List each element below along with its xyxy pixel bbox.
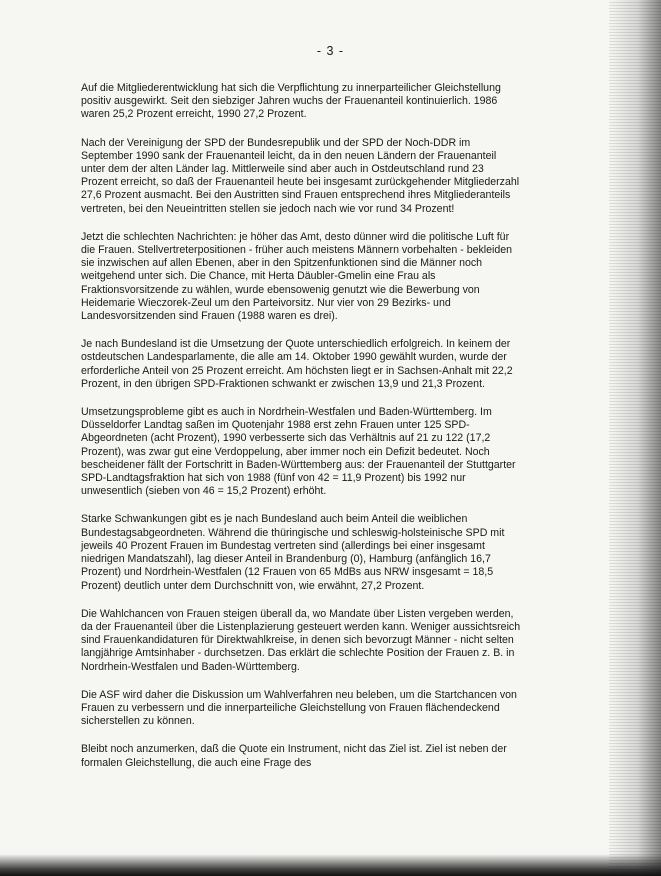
scan-shadow-right	[609, 0, 661, 876]
paragraph-membership: Auf die Mitgliederentwicklung hat sich die Verpflichtung zu innerparteilicher Gleichstellung positiv ausgewirkt. Seit den siebziger Jahren wuchs der Frauenanteil kontinuierlich. 1986 waren 25,2 Prozent erreicht, 1990 27,2 Prozent.	[81, 82, 501, 121]
paragraph-bundestag: Starke Schwankungen gibt es je nach Bundesland auch beim Anteil die weiblichen Bundestagsabgeordneten. Während die thüringische und schleswig-holsteinische SPD mit jeweils 40 Prozent Frauen im Bundestag vertreten sind (allerdings bei einer insgesamt niedrigen Mandatszahl), lag dieser Anteil in Brandenburg (0), Hamburg (anfänglich 16,7 Prozent) und Nordrhein-Westfalen (12 Frauen von 65 MdBs aus NRW insgesamt = 18,5 Prozent) deutlich unter dem Durchschnitt von, wie erwähnt, 27,2 Prozent.	[81, 513, 505, 592]
page-number: - 3 -	[316, 44, 345, 58]
paragraph-electoral-chances: Die Wahlchancen von Frauen steigen überall da, wo Mandate über Listen vergeben werden, da der Frauenanteil über die Listenplazierung gesteuert werden kann. Weniger aussichtsreich sind Frauenkandidaturen für Direktwahlkreise, in denen sich bevorzugt Männer - nicht selten langjährige Amtsinhaber - durchsetzen. Das erklärt die schlechte Position der Frauen z. B. in Nordrhein-Westfalen und Baden-Württemberg.	[81, 607, 521, 673]
paragraph-reunification: Nach der Vereinigung der SPD der Bundesrepublik und der SPD der Noch-DDR im September 1990 sank der Frauenanteil leicht, da in den neuen Ländern der Frauenanteil unter dem der alten Länder lag. Mittlerweile sind aber auch in Ostdeutschland rund 23 Prozent erreicht, so daß der Frauenanteil heute bei insgesamt zurückgehender Mitgliederzahl 27,6 Prozent ausmacht. Bei den Austritten sind Frauen entsprechend ihres Mitgliederanteils vertreten, bei den Neueintritten stellen sie jedoch nach wie vor rund 34 Prozent!	[81, 136, 520, 215]
paragraph-implementation-problems: Umsetzungsprobleme gibt es auch in Nordrhein-Westfalen und Baden-Württemberg. Im Düsseldorfer Landtag saßen im Quotenjahr 1988 erst zehn Frauen unter 125 SPD-Abgeordneten (acht Prozent), 1990 verbesserte sich das Verhältnis auf 21 zu 122 (17,2 Prozent), was zwar gut eine Verdoppelung, aber immer noch ein Defizit bedeutet. Noch bescheidener fällt der Fortschritt in Baden-Württemberg aus: der Frauenanteil der Stuttgarter SPD-Landtagsfraktion hat sich von 1988 (fünf von 42 = 11,9 Prozent) bis 1992 nur unwesentlich (sieben von 46 = 15,2 Prozent) erhöht.	[81, 406, 516, 498]
body-text	[81, 82, 521, 785]
paragraph-asf: Die ASF wird daher die Diskussion um Wahlverfahren neu beleben, um die Startchancen von Frauen zu verbessern und die innerparteiliche Gleichstellung von Frauen flächendeckend sicherstellen zu können.	[81, 688, 517, 728]
scan-shadow-bottom	[0, 854, 661, 876]
paragraph-bad-news: Jetzt die schlechten Nachrichten: je höher das Amt, desto dünner wird die politische Luft für die Frauen. Stellvertreterpositionen - früher auch meistens Männern vorbehalten - bekleiden sie inzwischen auf allen Ebenen, aber in den Spitzenfunktionen sind die Männer noch weitgehend unter sich. Die Chance, mit Herta Däubler-Gmelin eine Frau als Fraktionsvorsitzende zu wählen, wurde ebensowenig genutzt wie die Bewerbung von Heidemarie Wieczorek-Zeul um den Parteivorsitz. Nur vier von 29 Bezirks- und Landesvorsitzenden sind Frauen (1988 waren es drei).	[81, 230, 513, 323]
paragraph-east-parliaments: Je nach Bundesland ist die Umsetzung der Quote unterschiedlich erfolgreich. In keinem der ostdeutschen Landesparlamente, die alle am 14. Oktober 1990 gewählt wurden, wurde der erforderliche Anteil von 25 Prozent erreicht. Am höchsten liegt er in Sachsen-Anhalt mit 22,2 Prozent, in den übrigen SPD-Fraktionen schwankt er zwischen 13,9 und 21,3 Prozent.	[81, 338, 513, 390]
paragraph-closing: Bleibt noch anzumerken, daß die Quote ein Instrument, nicht das Ziel ist. Ziel ist neben der formalen Gleichstellung, die auch eine Frage des	[81, 743, 507, 769]
